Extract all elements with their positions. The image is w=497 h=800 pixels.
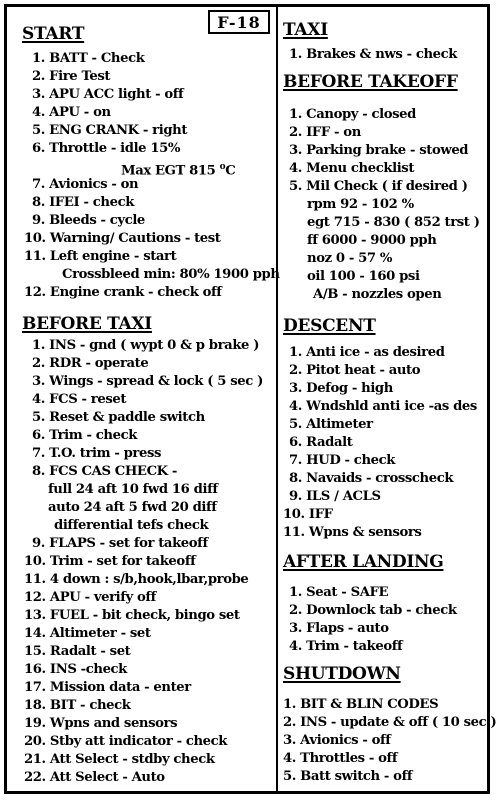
list-item: 9. FLAPS - set for takeoff (32, 536, 208, 551)
list-item: 2. Downlock tab - check (289, 603, 457, 618)
list-item: 9. Bleeds - cycle (32, 213, 145, 228)
list-item: 10. Warning/ Cautions - test (24, 231, 221, 246)
list-item: 3. Flaps - auto (289, 621, 389, 636)
list-item: 8. IFEI - check (32, 195, 134, 210)
list-item: 5. Batt switch - off (283, 769, 413, 784)
list-item: 1. BIT & BLIN CODES (283, 697, 439, 712)
list-item: A/B - nozzles open (313, 287, 442, 302)
column-divider (276, 6, 278, 792)
list-item: 2. RDR - operate (32, 356, 149, 371)
list-item: rpm 92 - 102 % (307, 197, 414, 212)
list-item: 20. Stby att indicator - check (24, 734, 228, 749)
list-item: 1. Brakes & nws - check (289, 47, 458, 62)
list-item: 3. APU ACC light - off (32, 87, 184, 102)
list-item: 4. Throttles - off (283, 751, 398, 766)
list-item: 22. Att Select - Auto (24, 770, 165, 785)
list-item: 21. Att Select - stdby check (24, 752, 215, 767)
list-item: 11. 4 down : s/b,hook,lbar,probe (24, 572, 249, 587)
list-item: 11. Left engine - start (24, 249, 177, 264)
list-item: 14. Altimeter - set (24, 626, 151, 641)
list-item: 7. T.O. trim - press (32, 446, 162, 461)
list-item: 7. HUD - check (289, 453, 395, 468)
list-item: 18. BIT - check (24, 698, 131, 713)
section-title-descent: DESCENT (283, 316, 376, 336)
list-item: ff 6000 - 9000 pph (307, 233, 437, 248)
list-item: 4. FCS - reset (32, 392, 127, 407)
list-item: 4. Wndshld anti ice -as des (289, 399, 477, 414)
list-item: 5. Mil Check ( if desired ) (289, 179, 468, 194)
list-item: 13. FUEL - bit check, bingo set (24, 608, 240, 623)
list-item: 9. ILS / ACLS (289, 489, 381, 504)
list-item: noz 0 - 57 % (307, 251, 392, 266)
list-item: egt 715 - 830 ( 852 trst ) (307, 215, 480, 230)
list-item: 2. Pitot heat - auto (289, 363, 421, 378)
list-item: 8. FCS CAS CHECK - (32, 464, 178, 479)
list-item: 12. Engine crank - check off (24, 285, 222, 300)
list-item: 6. Throttle - idle 15% (32, 141, 181, 156)
list-item: 6. Radalt (289, 435, 353, 450)
list-item: 2. Fire Test (32, 69, 111, 84)
list-item: 5. Reset & paddle switch (32, 410, 205, 425)
list-item: 1. BATT - Check (32, 51, 145, 66)
list-item: Max EGT 815 $^o$C (121, 162, 236, 179)
section-title-before-taxi: BEFORE TAXI (22, 314, 152, 334)
list-item: 15. Radalt - set (24, 644, 131, 659)
list-item: 4. Menu checklist (289, 161, 415, 176)
list-item: 5. Altimeter (289, 417, 373, 432)
list-item: 12. APU - verify off (24, 590, 156, 605)
list-item: 11. Wpns & sensors (283, 525, 422, 540)
list-item: 3. Avionics - off (283, 733, 391, 748)
list-item: 5. ENG CRANK - right (32, 123, 188, 138)
list-item: 4. Trim - takeoff (289, 639, 403, 654)
list-item: 1. Seat - SAFE (289, 585, 389, 600)
degree-symbol: o (219, 162, 226, 172)
list-item: 3. Wings - spread & lock ( 5 sec ) (32, 374, 263, 389)
list-item: 4. APU - on (32, 105, 111, 120)
list-item: oil 100 - 160 psi (307, 269, 420, 284)
list-item: 8. Navaids - crosscheck (289, 471, 454, 486)
list-item: 1. INS - gnd ( wypt 0 & p brake ) (32, 338, 260, 353)
list-item: 2. IFF - on (289, 125, 361, 140)
list-item: 16. INS -check (24, 662, 127, 677)
list-item: 6. Trim - check (32, 428, 137, 443)
list-item: Crossbleed min: 80% 1900 pph (62, 267, 280, 282)
list-item: 1. Canopy - closed (289, 107, 416, 122)
list-item: 17. Mission data - enter (24, 680, 191, 695)
list-item: 7. Avionics - on (32, 177, 139, 192)
list-item: 19. Wpns and sensors (24, 716, 178, 731)
list-item: 2. INS - update & off ( 10 sec ) (283, 715, 497, 730)
list-item: 10. Trim - set for takeoff (24, 554, 196, 569)
aircraft-tag: F-18 (208, 10, 270, 34)
section-title-after-landing: AFTER LANDING (283, 552, 444, 572)
list-item: 3. Defog - high (289, 381, 393, 396)
list-item: 3. Parking brake - stowed (289, 143, 469, 158)
section-title-before-takeoff: BEFORE TAKEOFF (283, 72, 458, 92)
list-item: 1. Anti ice - as desired (289, 345, 445, 360)
list-item: 10. IFF (283, 507, 333, 522)
list-item: differential tefs check (54, 518, 209, 533)
list-item: full 24 aft 10 fwd 16 diff (48, 482, 218, 497)
section-title-start: START (22, 24, 85, 44)
list-item: auto 24 aft 5 fwd 20 diff (48, 500, 217, 515)
section-title-taxi: TAXI (283, 20, 328, 40)
section-title-shutdown: SHUTDOWN (283, 664, 401, 684)
